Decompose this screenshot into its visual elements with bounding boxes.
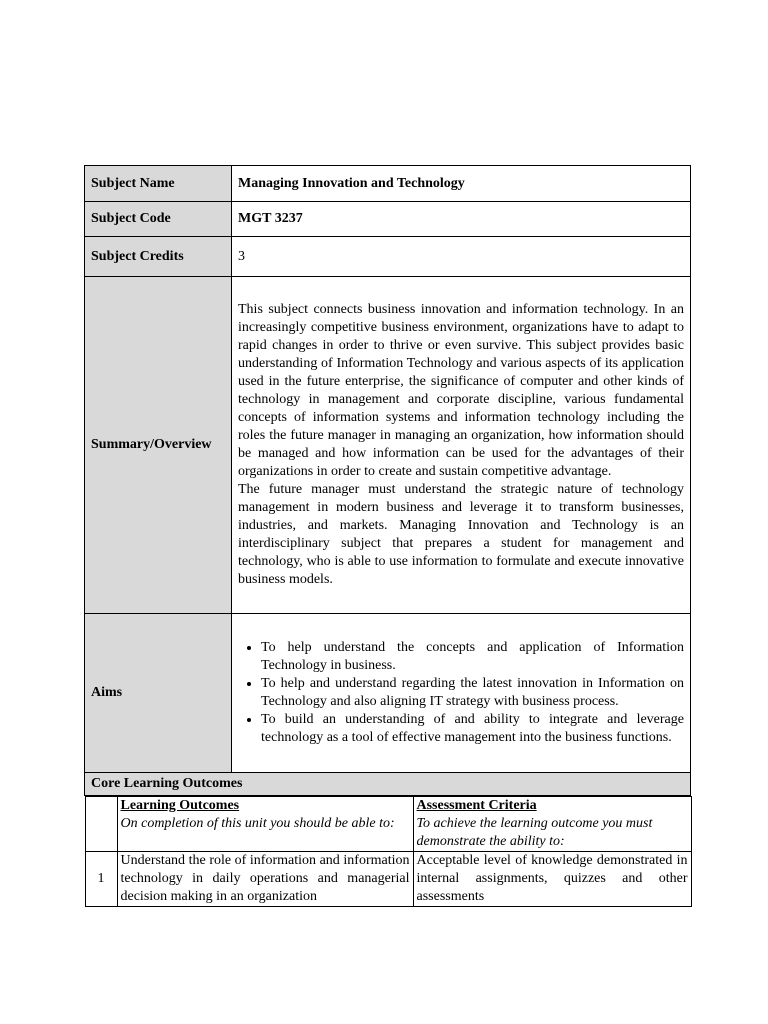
aims-item: • To help understand the concepts and application of Information Technology in business. (261, 639, 684, 675)
core-outcomes-row (85, 796, 691, 908)
ac-subheader: To achieve the learning outcome you must demonstrate the ability to: (416, 816, 653, 849)
subject-name-row (85, 166, 691, 202)
summary-text (232, 277, 691, 614)
ac-header: Assessment Criteria (416, 798, 537, 813)
subject-credits-label: Subject Credits (85, 237, 232, 277)
summary-row (85, 277, 691, 614)
outcomes-header-row (85, 797, 691, 852)
lo-header-cell (117, 797, 413, 852)
subject-name-value: Managing Innovation and Technology (232, 166, 691, 202)
subject-code-row (85, 202, 691, 237)
outcome-lo: Understand the role of information and information technology in daily operations and managerial decision making in an organization (117, 852, 413, 907)
outcome-number: 1 (85, 852, 117, 907)
ac-header-cell (413, 797, 691, 852)
subject-name-label: Subject Name (85, 166, 232, 202)
aims-content (232, 614, 691, 773)
subject-credits-row (85, 237, 691, 277)
subject-document (84, 165, 690, 907)
summary-paragraph-1: This subject connects business innovation and information technology. In an increasingly competitive business environment, organizations have to adapt to rapid changes in order to thrive or even survive. This subject provides basic understanding of Information Technology and various aspects of its application used in the future enterprise, the significance of computer and other kinds of technology in management and corporate discipline, various fundamental concepts of information systems and information technology including the roles the future manager in managing an organization, how information should be managed and how information can be used for the advantages of their organizations in order to create and sustain competitive advantage. (238, 302, 684, 479)
aims-list (238, 639, 684, 747)
aims-item: • To build an understanding of and ability to integrate and leverage technology as a tool of effective management into the business functions. (261, 711, 684, 747)
subject-code-value: MGT 3237 (232, 202, 691, 237)
summary-paragraph-2: The future manager must understand the strategic nature of technology management in modern business and leverage it to transform businesses, industries, and markets. Managing Innovation and Technology is an interdisciplinary subject that prepares a student for management and technology, who is able to use information to formulate and execute innovative business models. (238, 482, 684, 587)
outcomes-table (85, 796, 692, 907)
subject-table (84, 165, 691, 907)
summary-label: Summary/Overview (85, 277, 232, 614)
subject-credits-value: 3 (232, 237, 691, 277)
lo-subheader: On completion of this unit you should be able to: (120, 816, 395, 831)
subject-code-label: Subject Code (85, 202, 232, 237)
lo-header: Learning Outcomes (120, 798, 240, 813)
aims-item: • To help and understand regarding the latest innovation in Information on Technology and also aligning IT strategy with business process. (261, 675, 684, 711)
outcome-row (85, 852, 691, 907)
outcome-ac: Acceptable level of knowledge demonstrated in internal assignments, quizzes and other assessments (413, 852, 691, 907)
core-outcomes-title: Core Learning Outcomes (85, 773, 691, 796)
aims-label: Aims (85, 614, 232, 773)
core-outcomes-title-row (85, 773, 691, 796)
aims-row (85, 614, 691, 773)
